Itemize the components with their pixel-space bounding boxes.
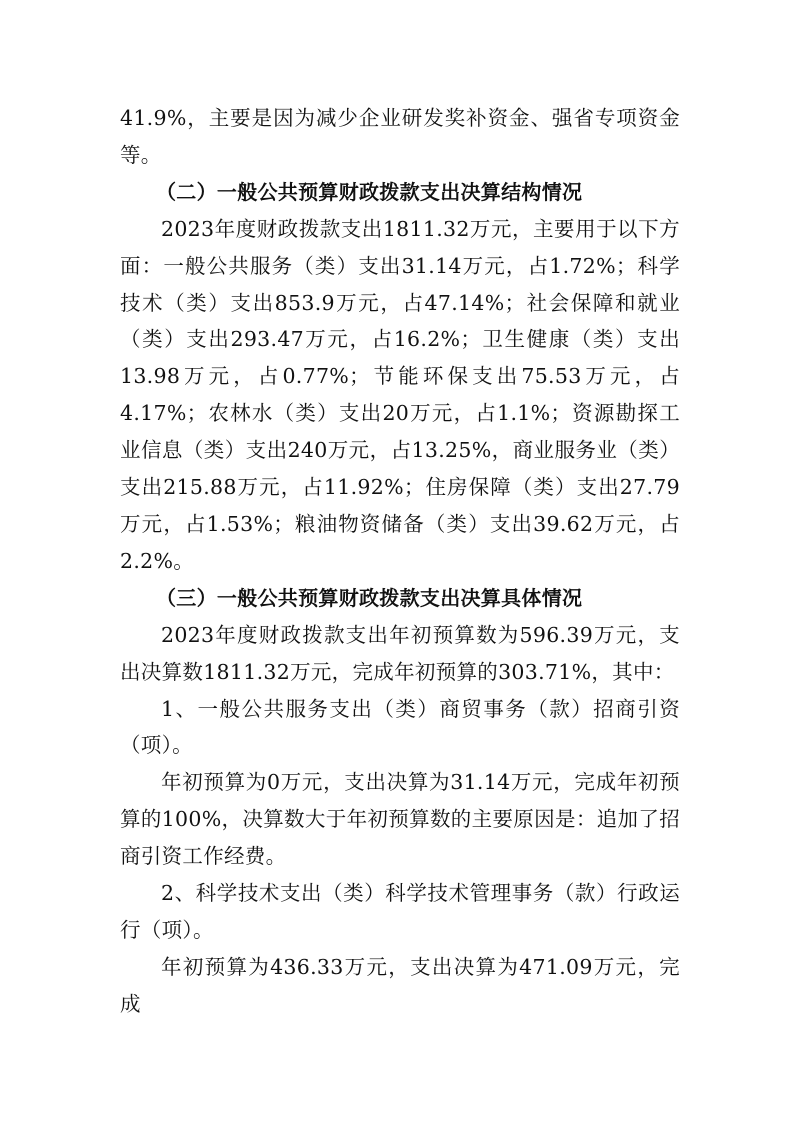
document-body (120, 100, 680, 1023)
section-heading-structure: （二）一般公共预算财政拨款支出决算结构情况 (156, 179, 583, 204)
paragraph-budget-summary: 2023年度财政拨款支出年初预算数为596.39万元，支出决算数1811.32万元，完成年初预算的303.71%，其中： (120, 622, 680, 684)
paragraph-item-1-title: 1、一般公共服务支出（类）商贸事务（款）招商引资（项）。 (120, 696, 680, 758)
paragraph-item-1-detail: 年初预算为0万元，支出决算为31.14万元，完成年初预算的100%，决算数大于年初预算数的主要原因是：追加了招商引资工作经费。 (120, 770, 680, 869)
paragraph-expenditure-structure: 2023年度财政拨款支出1811.32万元，主要用于以下方面：一般公共服务（类）支出31.14万元，占1.72%；科学技术（类）支出853.9万元，占47.14%；社会保障和就业（类）支出293.47万元，占16.2%；卫生健康（类）支出13.98万元，占0.77%；节能环保支出75.53万元，占4.17%；农林水（类）支出20万元，占1.1%；资源勘探工业信息（类）支出240万元，占13.25%，商业服务业（类）支出215.88万元，占11.92%；住房保障（类）支出27.79万元，占1.53%；粮油物资储备（类）支出39.62万元，占2.2%。 (120, 216, 680, 573)
paragraph-item-2-detail: 年初预算为436.33万元，支出决算为471.09万元，完成 (120, 954, 680, 1016)
paragraph-continuation: 41.9%，主要是因为减少企业研发奖补资金、强省专项资金等。 (120, 106, 680, 167)
paragraph-item-2-title: 2、科学技术支出（类）科学技术管理事务（款）行政运行（项）。 (120, 881, 680, 942)
section-heading-details: （三）一般公共预算财政拨款支出决算具体情况 (156, 585, 583, 610)
